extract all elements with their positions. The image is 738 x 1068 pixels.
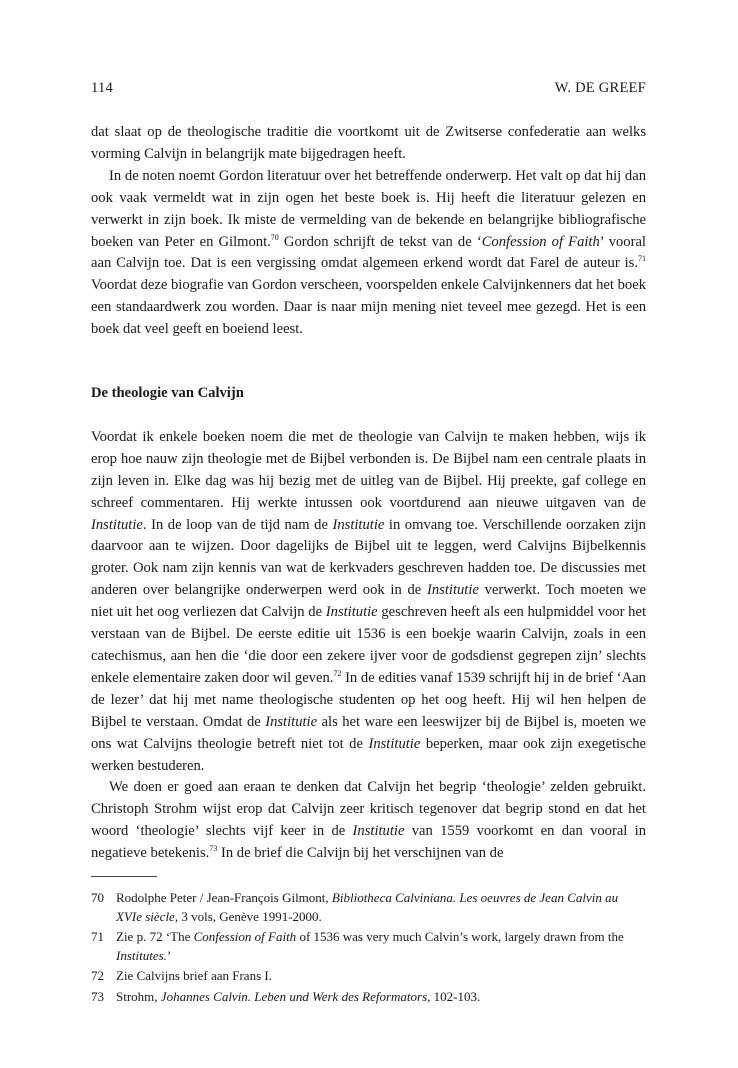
footnote-number: 72 xyxy=(91,968,104,983)
text-run: verwerkt. Toch moeten we niet uit het oog verliezen dat Calvijn de xyxy=(91,582,647,621)
footnote-number: 70 xyxy=(91,890,104,905)
text-run: Voordat ik enkele boeken noem die met de theologie van Calvijn te maken hebben, wijs ik erop hoe nauw zijn theologie met de Bijbel verbonden is. De Bijbel nam een centrale plaats in zijn leven in. Elke dag was hij bezig met de uitleg van de Bijbel. Hij preekte, gaf college en schreef commentaren. Hij werkte intussen ook voortdurend aan nieuwe uitgaven van de xyxy=(91,428,646,511)
footnotes xyxy=(91,889,646,1008)
footnote-70 xyxy=(91,889,646,926)
text-run: Gordon schrijft de tekst van de ‘ xyxy=(278,233,482,250)
text-run: of 1536 was very much Calvin’s work, largely drawn from the xyxy=(296,929,624,944)
footnote-ref-70[interactable]: 70 xyxy=(270,232,279,242)
text-run: in omvang toe. Verschillende oorzaken zijn daarvoor aan te wijzen. Door dagelijks de Bijbel uit te leggen, werd Calvijns Bijbelkennis groter. Ook nam zijn kennis van wat de kerkvaders geschreven hadden toe. De discussies met anderen over belangrijke onderwerpen werd ook in de xyxy=(91,516,646,599)
footnote-text xyxy=(116,928,646,965)
italic-title: Institutes. xyxy=(116,947,167,963)
text-run: geschreven heeft als een hulpmiddel voor het verstaan van de Bijbel. De eerste editie uit 1536 is een boekje waarin Calvijn, zoals in een catechismus, aan hen die ‘die door een zekere ijver voor de godsdienst gegrepen zijn’ slechts enkele elementaire zaken door wil geven. xyxy=(91,604,646,686)
footnote-ref-71[interactable]: 71 xyxy=(638,254,646,264)
italic-title: Institutie xyxy=(265,713,318,730)
footnote-number: 71 xyxy=(91,929,104,944)
text-run: In de edities vanaf 1539 schrijft hij in de brief ‘Aan de lezer’ dat hij met name theologische studenten op het oog heeft. Hij wil hen helpen de Bijbel te verstaan. Omdat de xyxy=(91,669,646,730)
text-run: Zie p. 72 ‘The xyxy=(116,929,194,944)
italic-title: Institutie xyxy=(368,735,421,752)
text-run: dat slaat op de theologische traditie die voortkomt uit de Zwitserse confederatie aan welks vorming Calvijn in belangrijk mate bijgedragen heeft. xyxy=(91,124,646,162)
italic-title: Institutie xyxy=(352,823,405,840)
text-run: , 3 vols, Genève 1991-2000. xyxy=(174,908,322,924)
italic-title: Institutie xyxy=(332,516,385,533)
footnote-number: 73 xyxy=(91,988,104,1004)
paragraph-4 xyxy=(91,777,646,865)
footnote-72 xyxy=(91,967,646,986)
footnote-ref-72[interactable]: 72 xyxy=(333,669,342,679)
footnote-ref-73[interactable]: 73 xyxy=(209,844,218,854)
page-number: 114 xyxy=(91,80,113,96)
footnote-text xyxy=(116,967,646,986)
text-run: Rodolphe Peter / Jean-François Gilmont, xyxy=(116,890,332,905)
paragraph-1 xyxy=(91,122,646,166)
paragraph-2 xyxy=(91,166,646,341)
text-run: We doen er goed aan eraan te denken dat Calvijn het begrip ‘theologie’ zelden gebruikt. Christoph Strohm wijst erop dat Calvijn zeer kritisch tegenover dat begrip stond en dat het woord ‘theologie’ slechts vijf keer in de xyxy=(91,779,646,840)
footnote-text xyxy=(116,889,646,926)
text-run: In de brief die Calvijn bij het verschijnen van de xyxy=(217,845,504,862)
text-run: . In de loop van de tijd nam de xyxy=(142,516,333,533)
text-run: Zie Calvijns brief aan Frans I. xyxy=(116,968,272,983)
italic-title: Bibliotheca Calviniana. Les oeuvres de Jean Calvin au XVIe siècle xyxy=(116,890,619,924)
italic-title: Confession of Faith xyxy=(193,929,297,944)
running-header xyxy=(91,80,646,100)
text-run: Strohm xyxy=(116,988,155,1004)
text-run: als het ware een leeswijzer bij de Bijbel is, moeten we ons wat Calvijns theologie betreft niet tot de xyxy=(91,713,646,752)
italic-title: , Johannes Calvin. Leben und Werk des Reformators xyxy=(154,988,428,1004)
text-run: ’ xyxy=(166,947,172,963)
text-run: beperken, maar ook zijn exegetische werken bestuderen. xyxy=(91,735,646,774)
italic-title: Institutie xyxy=(325,604,378,621)
italic-title: Institutie xyxy=(427,582,479,599)
footnote-divider xyxy=(91,876,157,877)
text-run: In de noten noemt Gordon literatuur over het betreffende onderwerp. Het valt op dat hij dan ook vaak vermeldt wat in zijn ogen het beste boek is. Hij heeft die literatuur gelezen en verwerkt in zijn boek. Ik miste de vermelding van de bekende en belangrijke bibliografische boeken van Peter en Gilmont. xyxy=(91,167,646,250)
section-heading: De theologie van Calvijn xyxy=(91,385,244,402)
text-run: van 1559 voorkomt en dan vooral in negatieve betekenis. xyxy=(91,823,647,862)
footnote-71 xyxy=(91,928,646,965)
text-run: , 102-103. xyxy=(427,988,481,1004)
italic-title: Confession of Faith xyxy=(481,233,600,250)
footnote-text xyxy=(116,988,646,1007)
text-run: ’ vooral aan Calvijn toe. Dat is een vergissing omdat algemeen erkend wordt dat Farel de auteur is. xyxy=(91,233,646,272)
body-text xyxy=(91,122,646,865)
paragraph-3 xyxy=(91,427,646,778)
running-title: W. DE GREEF xyxy=(554,80,646,96)
italic-title: Institutie xyxy=(91,516,143,533)
footnote-73 xyxy=(91,988,646,1007)
text-run: Voordat deze biografie van Gordon verscheen, voorspelden enkele Calvijnkenners dat het boek een standaardwerk zou worden. Daar is naar mijn mening niet teveel mee gezegd. Het is een boek dat veel geeft en boeiend leest. xyxy=(91,277,646,338)
